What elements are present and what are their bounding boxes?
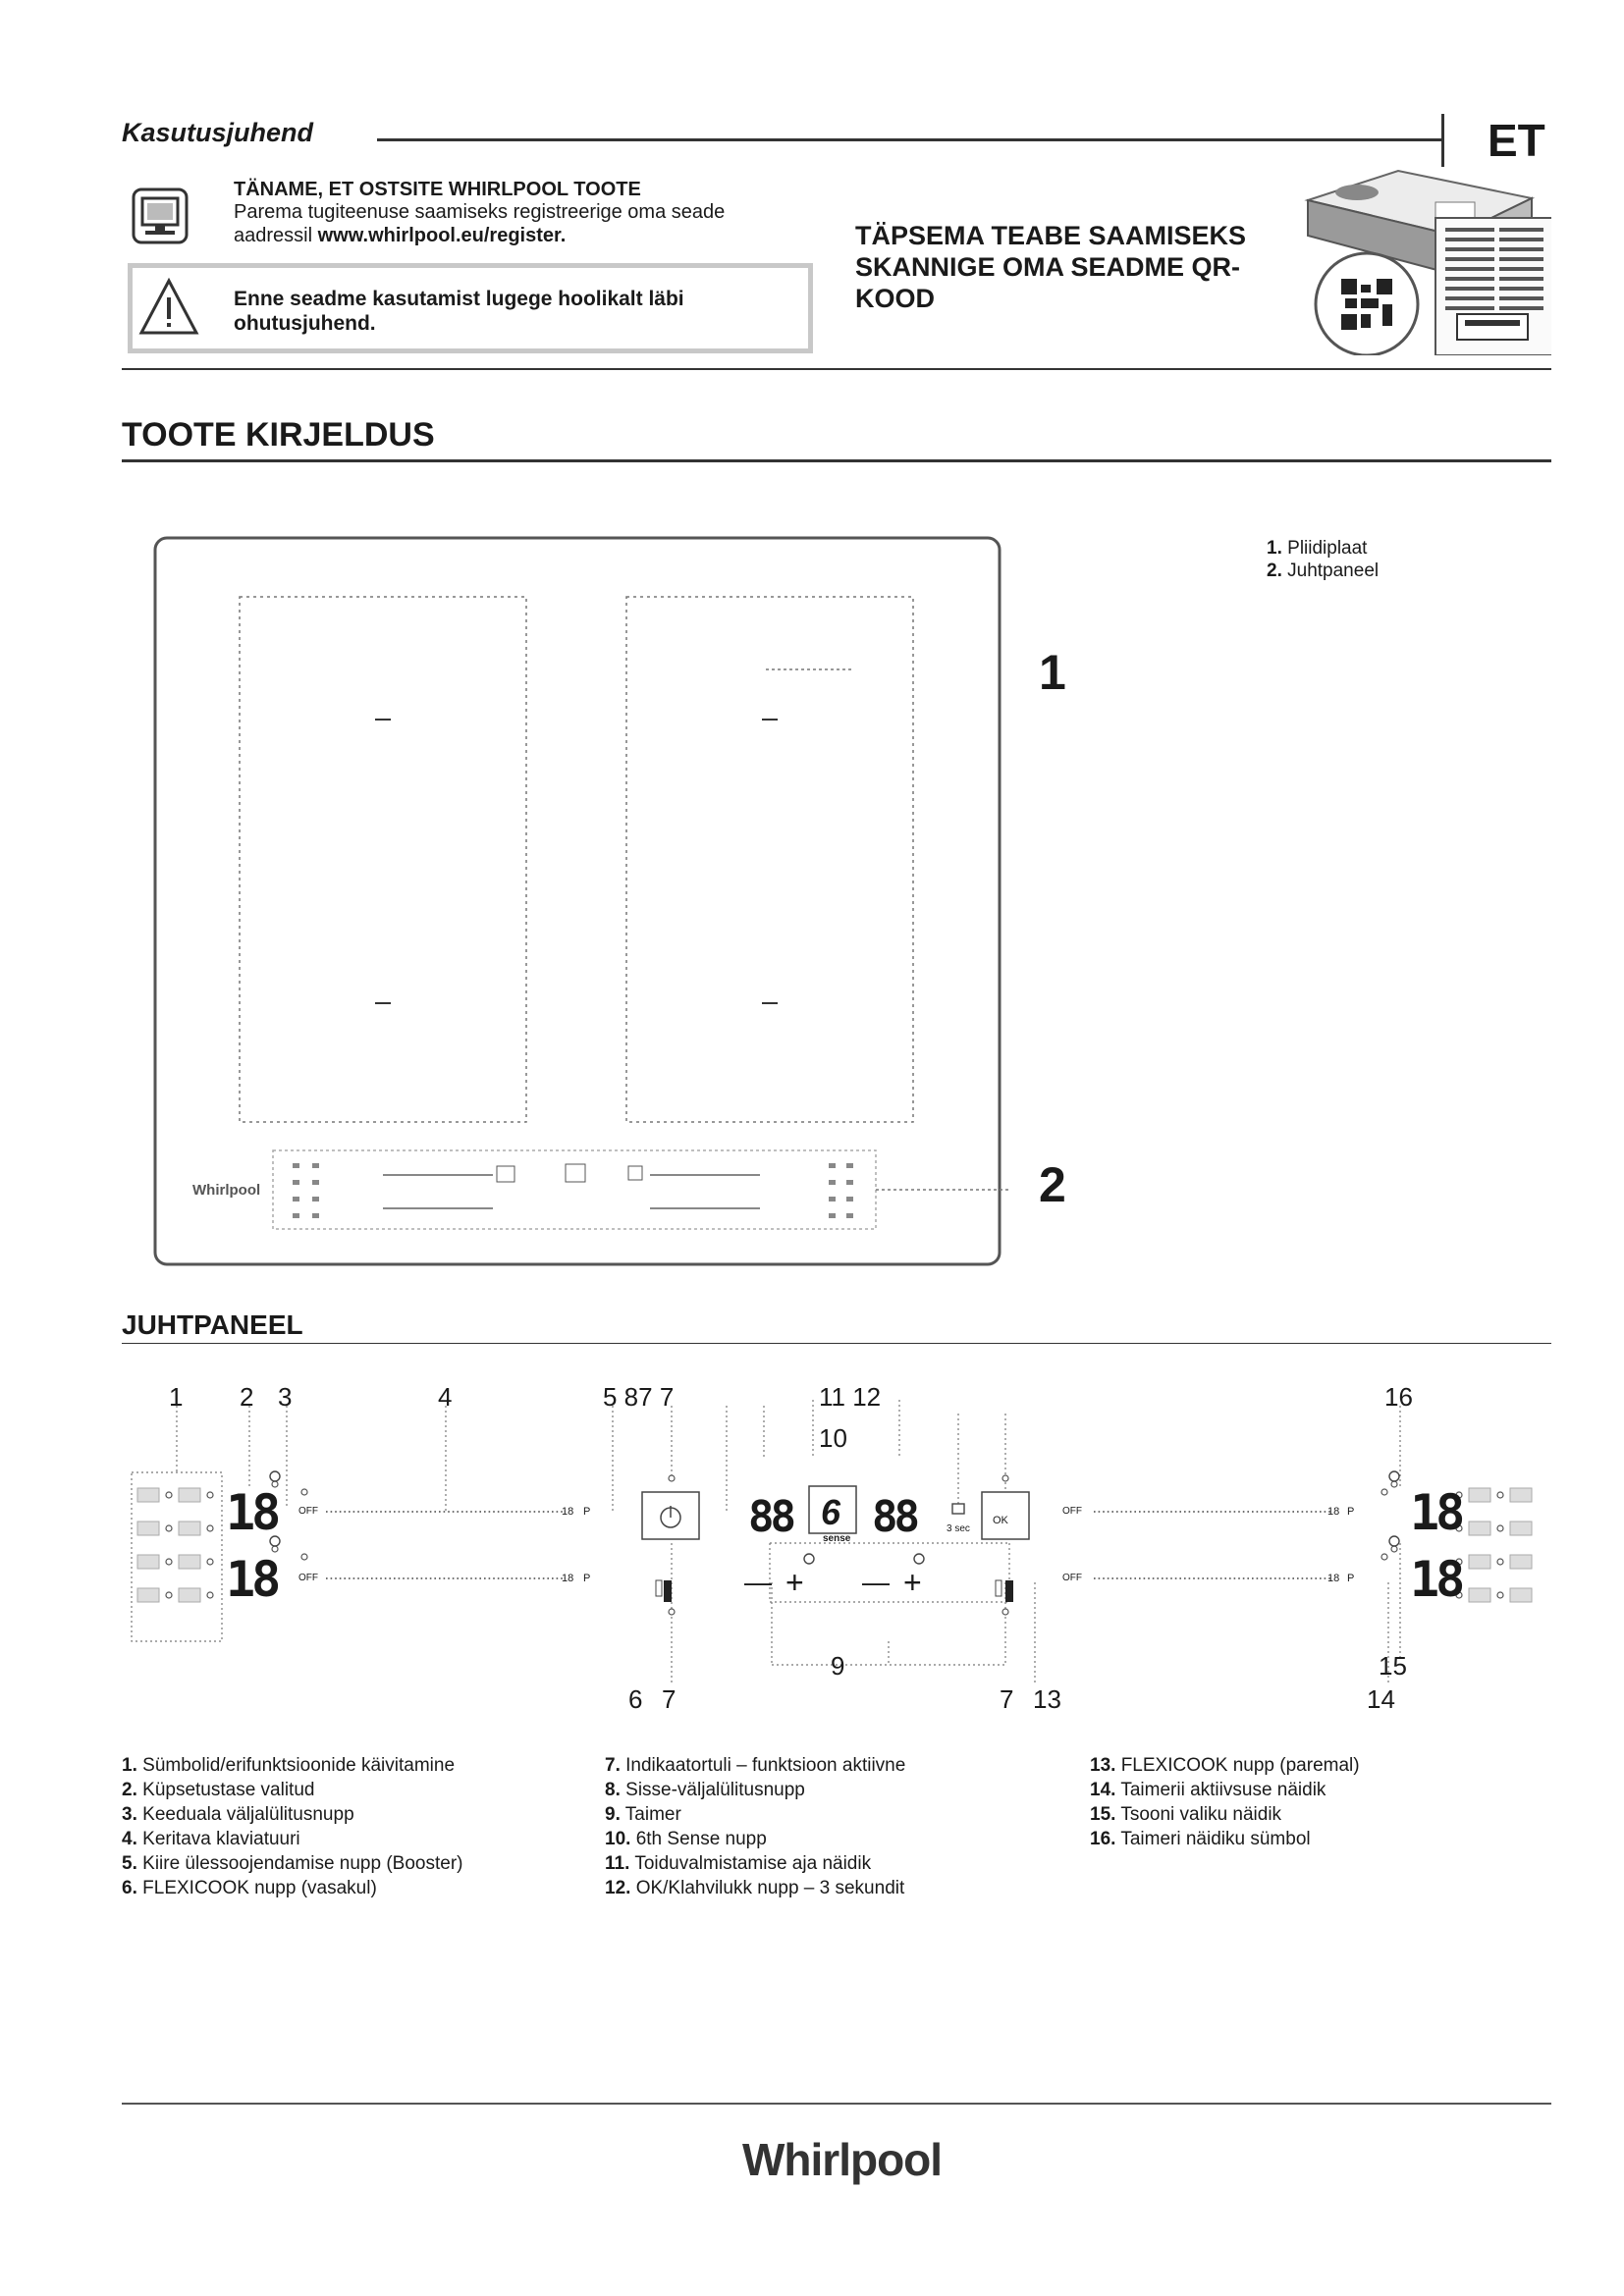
description-text: Taimer (624, 1804, 681, 1825)
lock-duration-label: 3 sec (947, 1523, 970, 1534)
register-address (234, 225, 566, 247)
register-url[interactable]: www.whirlpool.eu/register. (317, 225, 567, 246)
callout-4-panel: 4 (438, 1382, 453, 1412)
product-section-rule (122, 459, 1551, 462)
description-num: 15. (1090, 1804, 1116, 1825)
warning-icon (137, 276, 200, 339)
description-text: 6th Sense nupp (635, 1829, 767, 1849)
description-text: FLEXICOOK nupp (vasakul) (142, 1878, 377, 1898)
description-text: Keritava klaviatuuri (142, 1829, 300, 1849)
description-text: Taimeri näidiku sümbol (1120, 1829, 1311, 1849)
product-legend (1267, 537, 1379, 582)
description-num: 8. (605, 1780, 621, 1800)
description-text: Indikaatortuli – funktsioon aktiivne (625, 1755, 906, 1776)
timer-plus-left[interactable]: + (785, 1565, 804, 1600)
level-display-right-bottom: 18 (1410, 1551, 1462, 1608)
manual-title: Kasutusjuhend (122, 118, 314, 147)
control-panel-rule (122, 1343, 1551, 1344)
slider-booster-label[interactable]: P (583, 1506, 591, 1518)
product-section-title: TOOTE KIRJELDUS (122, 416, 435, 454)
description-item (1090, 1753, 1360, 1778)
callout-16-panel: 16 (1384, 1382, 1413, 1412)
callout-9-panel: 9 (831, 1651, 845, 1681)
legend-text: Juhtpaneel (1287, 561, 1380, 581)
legend-item (1267, 537, 1379, 560)
description-item (605, 1802, 905, 1827)
description-item (605, 1827, 905, 1851)
legend-num: 2. (1267, 561, 1282, 581)
header-rule (377, 138, 1443, 141)
cooktop-brand-logo: Whirlpool (192, 1182, 261, 1199)
timer-plus-right[interactable]: + (903, 1565, 922, 1600)
register-address-prefix: aadressil (234, 225, 318, 246)
callout-7b-panel: 7 (1000, 1684, 1014, 1714)
description-item (1090, 1778, 1360, 1802)
description-text: Keeduala väljalülitusnupp (142, 1804, 354, 1825)
slider-end-label: 18 (562, 1573, 574, 1584)
sense-button-label: sense (823, 1533, 851, 1544)
callout-13-panel: 13 (1033, 1684, 1061, 1714)
description-num: 5. (122, 1853, 137, 1874)
description-column-1 (122, 1753, 462, 1900)
cooktop-diagram (147, 530, 1110, 1276)
description-text: FLEXICOOK nupp (paremal) (1120, 1755, 1360, 1776)
slider-off-label: OFF (298, 1506, 318, 1517)
description-item (122, 1876, 462, 1900)
description-num: 13. (1090, 1755, 1116, 1776)
slider-booster-label[interactable]: P (1347, 1506, 1355, 1518)
slider-off-label: OFF (298, 1573, 318, 1583)
header-bottom-rule (122, 368, 1551, 370)
slider-off-label: OFF (1062, 1506, 1082, 1517)
legend-num: 1. (1267, 538, 1282, 559)
description-item (1090, 1802, 1360, 1827)
callout-6-panel: 6 (628, 1684, 643, 1714)
language-code: ET (1488, 115, 1545, 166)
description-text: Sümbolid/erifunktsioonide käivitamine (142, 1755, 456, 1776)
description-item (122, 1802, 462, 1827)
footer-brand-logo: Whirlpool (742, 2134, 943, 2185)
ok-button[interactable]: OK (993, 1515, 1008, 1526)
slider-booster-label[interactable]: P (583, 1573, 591, 1584)
description-num: 9. (605, 1804, 621, 1825)
callout-3-panel: 3 (278, 1382, 293, 1412)
description-num: 4. (122, 1829, 137, 1849)
slider-booster-label[interactable]: P (1347, 1573, 1355, 1584)
qr-heading: TÄPSEMA TEABE SAAMISEKS SKANNIGE OMA SEADME QR-KOOD (855, 221, 1247, 313)
warning-text: Enne seadme kasutamist lugege hoolikalt läbi ohutusjuhend. (234, 288, 684, 335)
description-num: 7. (605, 1755, 621, 1776)
time-display-left: 88 (748, 1492, 792, 1542)
callout-14-panel: 14 (1367, 1684, 1395, 1714)
description-item (605, 1876, 905, 1900)
header-divider (1441, 114, 1444, 167)
description-num: 3. (122, 1804, 137, 1825)
description-item (605, 1851, 905, 1876)
timer-minus-right[interactable]: — (862, 1567, 890, 1597)
register-title: TÄNAME, ET OSTSITE WHIRLPOOL TOOTE (234, 179, 641, 200)
callout-7a-panel: 7 (662, 1684, 677, 1714)
callout-15-panel: 15 (1379, 1651, 1407, 1681)
slider-end-label: 18 (1327, 1506, 1340, 1518)
legend-item (1267, 560, 1379, 582)
level-display-left-bottom: 18 (226, 1551, 278, 1608)
description-num: 1. (122, 1755, 137, 1776)
description-item (605, 1778, 905, 1802)
callout-2-panel: 2 (240, 1382, 254, 1412)
callout-10-panel: 10 (819, 1423, 847, 1453)
sense-button-digit[interactable]: 6 (821, 1492, 841, 1532)
description-text: Küpsetustase valitud (142, 1780, 315, 1800)
description-column-2 (605, 1753, 905, 1900)
legend-text: Pliidiplaat (1287, 538, 1368, 559)
description-text: Kiire ülessoojendamise nupp (Booster) (142, 1853, 463, 1874)
description-item (122, 1851, 462, 1876)
slider-end-label: 18 (1327, 1573, 1340, 1584)
description-num: 6. (122, 1878, 137, 1898)
description-num: 10. (605, 1829, 631, 1849)
description-item (1090, 1827, 1360, 1851)
description-text: Sisse-väljalülitusnupp (625, 1780, 805, 1800)
description-text: OK/Klahvilukk nupp – 3 sekundit (635, 1878, 905, 1898)
description-text: Toiduvalmistamise aja näidik (634, 1853, 872, 1874)
description-num: 12. (605, 1878, 631, 1898)
description-num: 14. (1090, 1780, 1116, 1800)
description-item (122, 1827, 462, 1851)
level-display-right-top: 18 (1410, 1484, 1462, 1541)
timer-minus-left[interactable]: — (744, 1567, 772, 1597)
slider-off-label: OFF (1062, 1573, 1082, 1583)
appliance-qr-illustration (1288, 167, 1551, 355)
slider-end-label: 18 (562, 1506, 574, 1518)
description-item (605, 1753, 905, 1778)
footer-rule (122, 2103, 1551, 2105)
description-column-3 (1090, 1753, 1360, 1851)
register-text: Parema tugiteenuse saamiseks registreerige oma seade (234, 201, 726, 223)
description-num: 2. (122, 1780, 137, 1800)
level-display-left-top: 18 (226, 1484, 278, 1541)
description-num: 11. (605, 1853, 630, 1874)
callout-5-8-7-panel: 5 87 7 (603, 1382, 675, 1412)
callout-1-panel: 1 (169, 1382, 184, 1412)
time-display-right: 88 (872, 1492, 916, 1542)
description-text: Tsooni valiku näidik (1120, 1804, 1282, 1825)
monitor-icon (132, 187, 189, 244)
callout-2: 2 (1039, 1157, 1066, 1212)
description-text: Taimerii aktiivsuse näidik (1120, 1780, 1326, 1800)
description-item (122, 1778, 462, 1802)
description-item (122, 1753, 462, 1778)
description-num: 16. (1090, 1829, 1116, 1849)
callout-11-12-panel: 11 12 (819, 1382, 882, 1412)
control-panel-title: JUHTPANEEL (122, 1309, 303, 1340)
callout-1: 1 (1039, 645, 1066, 700)
